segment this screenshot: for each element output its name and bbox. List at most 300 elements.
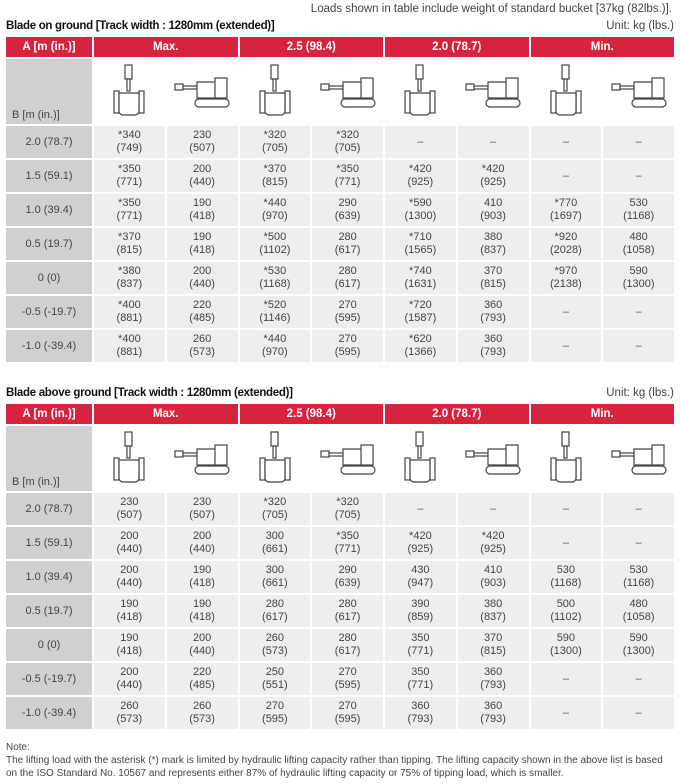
capacity-lbs: (925) — [407, 176, 434, 188]
capacity-kg: 360 — [483, 299, 503, 311]
capacity-cell — [240, 160, 311, 192]
capacity-cell — [385, 493, 456, 525]
capacity-lbs: (573) — [189, 713, 215, 725]
table-row — [6, 697, 674, 729]
capacity-cell — [167, 160, 238, 192]
capacity-kg: – — [562, 706, 569, 719]
col-min: Min. — [531, 37, 675, 57]
capacity-lbs: (595) — [334, 713, 361, 725]
capacity-lbs: (815) — [116, 244, 143, 256]
capacity-kg: *350 — [118, 163, 141, 175]
capacity-kg: *350 — [336, 530, 359, 542]
b-height-label: 1.5 (59.1) — [6, 527, 92, 559]
capacity-kg: – — [562, 536, 569, 549]
capacity-lbs: (1168) — [550, 577, 582, 589]
table-row — [6, 595, 674, 627]
capacity-kg: 280 — [338, 265, 357, 277]
capacity-cell — [94, 194, 165, 226]
capacity-lbs: (440) — [116, 679, 143, 691]
capacity-lbs: (485) — [189, 312, 215, 324]
capacity-lbs: (418) — [189, 611, 215, 623]
section-header — [6, 19, 674, 35]
capacity-cell — [94, 561, 165, 593]
col-2-0: 2.0 (78.7) — [385, 404, 529, 424]
capacity-lbs: (418) — [116, 645, 143, 657]
capacity-lbs: (1587) — [404, 312, 437, 324]
capacity-lbs: (1146) — [259, 312, 291, 324]
unit-label: Unit: kg (lbs.) — [606, 387, 674, 399]
capacity-cell — [240, 527, 311, 559]
capacity-kg: *320 — [336, 129, 359, 141]
lifting-capacity-table — [4, 35, 676, 364]
capacity-kg: – — [635, 672, 642, 685]
capacity-lbs: (837) — [480, 611, 506, 623]
side-view-excavator-icon — [167, 426, 238, 491]
blade-above-ground-section — [6, 386, 674, 731]
capacity-cell — [385, 629, 456, 661]
b-height-label: 1.0 (39.4) — [6, 194, 92, 226]
capacity-lbs: (440) — [189, 645, 215, 657]
capacity-cell — [240, 228, 311, 260]
capacity-cell — [167, 697, 238, 729]
table-row — [6, 330, 674, 362]
capacity-kg: 500 — [556, 598, 576, 610]
capacity-kg: 530 — [629, 197, 648, 209]
capacity-cell — [312, 629, 383, 661]
capacity-kg: *420 — [481, 530, 505, 542]
col-max: Max. — [94, 37, 238, 57]
capacity-cell — [603, 527, 674, 559]
capacity-lbs: (1168) — [623, 577, 655, 589]
capacity-cell — [531, 493, 602, 525]
side-view-excavator-icon — [312, 426, 383, 491]
capacity-kg: 270 — [338, 700, 357, 712]
capacity-lbs: (1168) — [623, 210, 655, 222]
b-row-label: B [m (in.)] — [6, 59, 92, 124]
capacity-cell — [603, 262, 674, 294]
capacity-kg: 260 — [192, 333, 212, 345]
table-row — [6, 629, 674, 661]
capacity-cell — [603, 595, 674, 627]
capacity-lbs: (440) — [116, 577, 143, 589]
capacity-cell — [94, 595, 165, 627]
capacity-kg: *420 — [481, 163, 505, 175]
capacity-kg: – — [417, 502, 424, 515]
capacity-kg: – — [635, 305, 642, 318]
capacity-kg: 280 — [338, 598, 357, 610]
b-row-label: B [m (in.)] — [6, 426, 92, 491]
capacity-cell — [94, 228, 165, 260]
b-height-label: 2.0 (78.7) — [6, 493, 92, 525]
capacity-lbs: (771) — [407, 645, 434, 657]
capacity-kg: 370 — [483, 632, 503, 644]
capacity-kg: *340 — [118, 129, 141, 141]
capacity-lbs: (573) — [262, 645, 288, 657]
capacity-cell — [603, 228, 674, 260]
bucket-weight-note: Loads shown in table include weight of standard bucket [37kg (82lbs.)]. — [310, 3, 672, 15]
capacity-cell — [458, 330, 529, 362]
capacity-kg: 530 — [629, 564, 648, 576]
capacity-lbs: (507) — [189, 509, 215, 521]
side-view-excavator-icon — [167, 59, 238, 124]
capacity-lbs: (771) — [116, 210, 143, 222]
capacity-cell — [603, 296, 674, 328]
capacity-cell — [531, 160, 602, 192]
capacity-kg: – — [635, 502, 642, 515]
capacity-kg: 190 — [120, 632, 139, 644]
capacity-lbs: (925) — [407, 543, 434, 555]
capacity-cell — [312, 330, 383, 362]
b-height-label: 0.5 (19.7) — [6, 228, 92, 260]
table-row — [6, 493, 674, 525]
front-view-excavator-icon — [240, 59, 311, 124]
capacity-cell — [94, 160, 165, 192]
capacity-kg: 200 — [192, 265, 212, 277]
capacity-cell — [312, 296, 383, 328]
capacity-kg: 190 — [192, 231, 212, 243]
capacity-kg: 270 — [265, 700, 285, 712]
capacity-lbs: (2028) — [549, 244, 582, 256]
capacity-cell — [167, 561, 238, 593]
capacity-cell — [603, 663, 674, 695]
capacity-lbs: (440) — [116, 543, 143, 555]
capacity-kg: 390 — [411, 598, 430, 610]
side-view-excavator-icon — [458, 426, 529, 491]
capacity-kg: 190 — [120, 598, 139, 610]
capacity-cell — [458, 296, 529, 328]
capacity-cell — [94, 697, 165, 729]
capacity-cell — [385, 561, 456, 593]
capacity-lbs: (903) — [480, 577, 506, 589]
capacity-lbs: (595) — [262, 713, 288, 725]
capacity-lbs: (1300) — [622, 645, 655, 657]
capacity-cell — [167, 262, 238, 294]
capacity-cell — [458, 595, 529, 627]
capacity-kg: *440 — [263, 333, 287, 345]
blade-on-ground-section — [6, 19, 674, 364]
capacity-cell — [94, 296, 165, 328]
capacity-lbs: (771) — [116, 176, 143, 188]
capacity-lbs: (440) — [189, 176, 215, 188]
capacity-lbs: (837) — [116, 278, 143, 290]
capacity-lbs: (903) — [480, 210, 506, 222]
capacity-cell — [385, 296, 456, 328]
capacity-cell — [458, 228, 529, 260]
capacity-kg: – — [562, 672, 569, 685]
b-height-label: -1.0 (-39.4) — [6, 330, 92, 362]
capacity-cell — [603, 126, 674, 158]
front-view-excavator-icon — [240, 426, 311, 491]
capacity-lbs: (881) — [116, 346, 143, 358]
capacity-kg: *770 — [554, 197, 578, 209]
capacity-kg: 380 — [483, 231, 503, 243]
capacity-cell — [94, 629, 165, 661]
capacity-cell — [531, 595, 602, 627]
table-row — [6, 126, 674, 158]
capacity-cell — [603, 561, 674, 593]
capacity-lbs: (815) — [480, 645, 506, 657]
capacity-lbs: (947) — [407, 577, 434, 589]
capacity-cell — [312, 194, 383, 226]
capacity-cell — [167, 194, 238, 226]
capacity-cell — [531, 330, 602, 362]
capacity-lbs: (507) — [189, 142, 215, 154]
capacity-kg: *350 — [336, 163, 359, 175]
capacity-lbs: (1168) — [259, 278, 291, 290]
capacity-cell — [458, 194, 529, 226]
capacity-cell — [531, 527, 602, 559]
capacity-kg: 230 — [192, 129, 212, 141]
capacity-kg: 250 — [265, 666, 285, 678]
capacity-lbs: (595) — [334, 312, 361, 324]
capacity-cell — [312, 262, 383, 294]
capacity-kg: *590 — [409, 197, 432, 209]
col-2-0: 2.0 (78.7) — [385, 37, 529, 57]
capacity-kg: – — [490, 135, 497, 148]
capacity-cell — [312, 561, 383, 593]
section-header — [6, 386, 674, 402]
capacity-lbs: (925) — [480, 176, 506, 188]
capacity-kg: *400 — [118, 333, 141, 345]
capacity-cell — [531, 228, 602, 260]
capacity-kg: 290 — [338, 197, 357, 209]
capacity-lbs: (1565) — [404, 244, 437, 256]
capacity-cell — [167, 126, 238, 158]
capacity-cell — [458, 126, 529, 158]
capacity-kg: 530 — [556, 564, 576, 576]
capacity-lbs: (1300) — [404, 210, 437, 222]
capacity-cell — [167, 663, 238, 695]
capacity-cell — [167, 527, 238, 559]
capacity-lbs: (595) — [334, 679, 361, 691]
b-height-label: 1.0 (39.4) — [6, 561, 92, 593]
front-view-excavator-icon — [531, 426, 602, 491]
capacity-kg: 270 — [338, 333, 357, 345]
capacity-cell — [167, 228, 238, 260]
capacity-kg: *440 — [263, 197, 287, 209]
capacity-kg: 200 — [192, 163, 212, 175]
b-height-label: 2.0 (78.7) — [6, 126, 92, 158]
b-height-label: 0 (0) — [6, 629, 92, 661]
capacity-cell — [94, 493, 165, 525]
front-view-excavator-icon — [531, 59, 602, 124]
capacity-cell — [458, 663, 529, 695]
capacity-lbs: (639) — [334, 210, 361, 222]
capacity-cell — [531, 629, 602, 661]
capacity-kg: 360 — [483, 333, 503, 345]
capacity-kg: 380 — [483, 598, 503, 610]
capacity-kg: *420 — [409, 530, 432, 542]
capacity-cell — [531, 126, 602, 158]
capacity-lbs: (661) — [262, 577, 288, 589]
capacity-lbs: (705) — [262, 509, 288, 521]
capacity-kg: 590 — [629, 265, 648, 277]
capacity-kg: 200 — [192, 632, 212, 644]
capacity-cell — [458, 527, 529, 559]
capacity-lbs: (925) — [480, 543, 506, 555]
capacity-cell — [603, 194, 674, 226]
capacity-cell — [167, 296, 238, 328]
capacity-lbs: (418) — [189, 244, 215, 256]
a-column-label: A [m (in.)] — [6, 37, 92, 57]
capacity-cell — [531, 663, 602, 695]
capacity-lbs: (1366) — [404, 346, 437, 358]
b-height-label: -0.5 (-19.7) — [6, 296, 92, 328]
capacity-lbs: (771) — [334, 176, 361, 188]
section-title: Blade above ground [Track width : 1280mm (extended)] — [6, 387, 293, 399]
capacity-cell — [240, 629, 311, 661]
capacity-lbs: (815) — [480, 278, 506, 290]
capacity-cell — [385, 527, 456, 559]
capacity-kg: *350 — [118, 197, 141, 209]
capacity-cell — [312, 527, 383, 559]
capacity-cell — [603, 629, 674, 661]
unit-label: Unit: kg (lbs.) — [606, 20, 674, 32]
table-row — [6, 160, 674, 192]
capacity-kg: 260 — [120, 700, 139, 712]
capacity-kg: – — [635, 536, 642, 549]
capacity-lbs: (1697) — [549, 210, 582, 222]
capacity-cell — [312, 228, 383, 260]
capacity-kg: 200 — [120, 666, 139, 678]
capacity-kg: – — [635, 339, 642, 352]
footnote — [6, 741, 674, 780]
capacity-cell — [240, 330, 311, 362]
capacity-cell — [94, 330, 165, 362]
capacity-lbs: (418) — [189, 210, 215, 222]
capacity-kg: *720 — [409, 299, 432, 311]
b-height-label: -0.5 (-19.7) — [6, 663, 92, 695]
capacity-kg: 270 — [338, 666, 357, 678]
capacity-cell — [458, 493, 529, 525]
capacity-kg: 260 — [192, 700, 212, 712]
capacity-kg: – — [562, 135, 569, 148]
capacity-cell — [458, 262, 529, 294]
capacity-lbs: (837) — [480, 244, 506, 256]
capacity-kg: 230 — [192, 496, 212, 508]
capacity-kg: 300 — [265, 530, 285, 542]
capacity-lbs: (418) — [189, 577, 215, 589]
capacity-kg: 480 — [629, 598, 648, 610]
capacity-lbs: (1300) — [622, 278, 655, 290]
capacity-kg: – — [562, 169, 569, 182]
table-row — [6, 663, 674, 695]
capacity-cell — [240, 296, 311, 328]
capacity-lbs: (573) — [116, 713, 143, 725]
capacity-kg: *380 — [118, 265, 141, 277]
capacity-lbs: (1058) — [622, 611, 655, 623]
capacity-kg: *370 — [118, 231, 141, 243]
capacity-cell — [312, 595, 383, 627]
capacity-kg: 350 — [411, 666, 430, 678]
capacity-cell — [240, 194, 311, 226]
capacity-cell — [312, 663, 383, 695]
capacity-cell — [385, 330, 456, 362]
capacity-lbs: (793) — [480, 679, 506, 691]
capacity-lbs: (705) — [334, 142, 361, 154]
capacity-kg: 280 — [265, 598, 285, 610]
capacity-cell — [240, 663, 311, 695]
capacity-cell — [240, 126, 311, 158]
capacity-cell — [312, 160, 383, 192]
capacity-kg: – — [635, 169, 642, 182]
capacity-lbs: (1300) — [549, 645, 582, 657]
capacity-kg: – — [635, 706, 642, 719]
col-min: Min. — [531, 404, 675, 424]
capacity-lbs: (595) — [334, 346, 361, 358]
capacity-kg: 360 — [483, 666, 503, 678]
capacity-lbs: (881) — [116, 312, 143, 324]
capacity-kg: 220 — [192, 666, 212, 678]
capacity-lbs: (617) — [334, 611, 361, 623]
capacity-cell — [458, 629, 529, 661]
note-text: The lifting load with the asterisk (*) mark is limited by hydraulic lifting capacity rather than tipping. The lifting capacity shown in the above list is based on the ISO Standard No. 10567 and represents either 87% of hydraulic lifting capacity or 75% of tipping load, which is smaller. — [6, 755, 663, 779]
capacity-kg: *420 — [409, 163, 432, 175]
capacity-lbs: (573) — [189, 346, 215, 358]
capacity-kg: *620 — [409, 333, 432, 345]
section-title: Blade on ground [Track width : 1280mm (extended)] — [6, 20, 275, 32]
capacity-lbs: (617) — [334, 244, 361, 256]
capacity-lbs: (970) — [262, 210, 288, 222]
a-column-label: A [m (in.)] — [6, 404, 92, 424]
b-height-label: -1.0 (-39.4) — [6, 697, 92, 729]
capacity-cell — [531, 296, 602, 328]
capacity-cell — [603, 697, 674, 729]
capacity-cell — [531, 697, 602, 729]
capacity-cell — [167, 595, 238, 627]
capacity-kg: *740 — [409, 265, 432, 277]
capacity-cell — [385, 228, 456, 260]
capacity-lbs: (617) — [334, 278, 361, 290]
capacity-cell — [240, 262, 311, 294]
capacity-cell — [167, 629, 238, 661]
capacity-cell — [240, 493, 311, 525]
capacity-lbs: (793) — [480, 312, 506, 324]
capacity-kg: 370 — [483, 265, 503, 277]
capacity-kg: – — [562, 502, 569, 515]
capacity-lbs: (661) — [262, 543, 288, 555]
capacity-kg: 360 — [411, 700, 430, 712]
b-height-label: 0.5 (19.7) — [6, 595, 92, 627]
capacity-lbs: (1102) — [550, 611, 582, 623]
capacity-lbs: (2138) — [549, 278, 582, 290]
capacity-cell — [94, 663, 165, 695]
capacity-kg: – — [490, 502, 497, 515]
capacity-kg: *400 — [118, 299, 141, 311]
capacity-cell — [531, 194, 602, 226]
capacity-lbs: (771) — [407, 679, 434, 691]
capacity-lbs: (793) — [480, 346, 506, 358]
capacity-lbs: (705) — [262, 142, 288, 154]
capacity-lbs: (617) — [262, 611, 288, 623]
capacity-kg: 410 — [483, 564, 503, 576]
capacity-kg: *320 — [263, 129, 287, 141]
capacity-lbs: (793) — [480, 713, 506, 725]
capacity-kg: 410 — [483, 197, 503, 209]
capacity-cell — [385, 160, 456, 192]
capacity-kg: *320 — [336, 496, 359, 508]
side-view-excavator-icon — [458, 59, 529, 124]
capacity-lbs: (507) — [116, 509, 143, 521]
capacity-kg: 230 — [120, 496, 139, 508]
capacity-kg: 280 — [338, 231, 357, 243]
capacity-kg: – — [417, 135, 424, 148]
capacity-lbs: (617) — [334, 645, 361, 657]
capacity-cell — [603, 330, 674, 362]
capacity-lbs: (440) — [189, 543, 215, 555]
capacity-cell — [385, 663, 456, 695]
capacity-cell — [603, 160, 674, 192]
